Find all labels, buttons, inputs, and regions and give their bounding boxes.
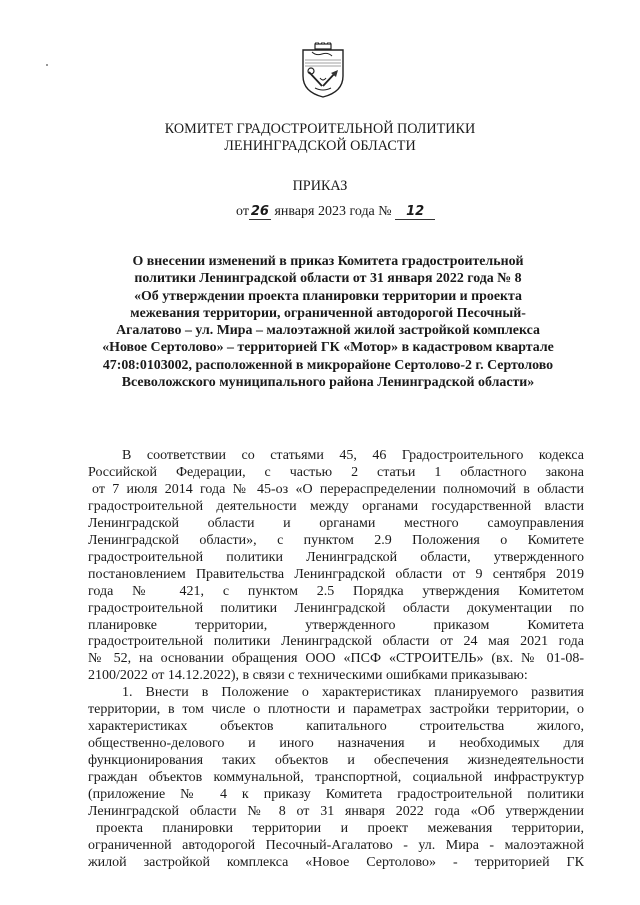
body-line: В соответствии со статьями 45, 46 Градостроительного кодекса xyxy=(122,448,584,463)
body-line: постановлением Правительства Ленинградской области от 9 сентября 2019 xyxy=(88,566,584,582)
title-line: «Новое Сертолово» – территорией ГК «Мотор» в кадастровом квартале xyxy=(102,340,554,356)
body-line: градостроительной политики Ленинградской области документации по xyxy=(88,600,584,616)
document-title xyxy=(80,253,576,391)
body-line: Ленинградской области», с пунктом 2.9 Положения о Комитете xyxy=(88,532,584,548)
date-line xyxy=(236,204,435,220)
date-prefix: от xyxy=(236,204,249,219)
body-line: Российской Федерации, с частью 2 статьи 1 областного закона xyxy=(88,464,584,480)
coat-of-arms-icon xyxy=(300,42,346,98)
body-line: Ленинградской области № 8 от 31 января 2022 года «Об утверждении xyxy=(88,804,584,820)
title-line: политики Ленинградской области от 31 января 2022 года № 8 xyxy=(134,271,522,287)
org-name-line-2: ЛЕНИНГРАДСКОЙ ОБЛАСТИ xyxy=(224,138,416,154)
title-line: «Об утверждении проекта планировки территории и проекта xyxy=(134,288,522,304)
body-line: общественно-делового и иного назначения и необходимых для xyxy=(88,736,584,752)
title-line: О внесении изменений в приказ Комитета градостроительной xyxy=(132,254,524,269)
body-line: планировке территории, утвержденного приказом Комитета xyxy=(88,617,584,633)
body-line: жилой застройкой комплекса «Новое Сертолово» - территорией ГК xyxy=(88,854,584,870)
title-line: Всеволожского муниципального района Ленинградской области» xyxy=(121,375,535,391)
body-line: года № 421, с пунктом 2.5 Порядка утверждения Комитетом xyxy=(88,583,584,599)
body-line: градостроительной деятельности между органами государственной власти xyxy=(88,498,584,514)
body-line: градостроительной политики Ленинградской области от 24 мая 2021 года xyxy=(88,634,584,650)
handwritten-number: 12 xyxy=(395,205,435,220)
body-line: функционирования таких объектов и обеспечения жизнедеятельности xyxy=(88,753,584,769)
title-line: Агалатово – ул. Мира – малоэтажной жилой застройкой комплекса xyxy=(116,323,540,339)
body-line: 2100/2022 от 14.12.2022), в связи с техническими ошибками приказываю: xyxy=(88,668,528,684)
document-type: ПРИКАЗ xyxy=(292,178,348,194)
body-line: 1. Внести в Положение о характеристиках планируемого развития xyxy=(122,685,584,701)
body-line: № 52, на основании обращения ООО «ПСФ «СТРОИТЕЛЬ» (вх. № 01-08- xyxy=(88,651,584,667)
handwritten-day: 26 xyxy=(250,204,269,219)
body-line: Ленинградской области и органами местного самоуправления xyxy=(88,515,584,531)
org-name-line-1: КОМИТЕТ ГРАДОСТРОИТЕЛЬНОЙ ПОЛИТИКИ xyxy=(164,121,476,137)
body-line: (приложение № 4 к приказу Комитета градостроительной политики xyxy=(88,787,584,803)
body-line: ограниченной автодорогой Песочный-Агалатово - ул. Мира - малоэтажной xyxy=(88,837,584,853)
body-line: граждан объектов коммунальной, транспортной, социальной инфраструктур xyxy=(88,770,584,786)
body-line: проекта планировки территории и проект межевания территории, xyxy=(96,820,584,836)
title-line: 47:08:0103002, расположенной в микрорайоне Сертолово-2 г. Сертолово xyxy=(102,357,554,373)
body-line: территории, в том числе о плотности и параметрах застройки территории, о xyxy=(88,702,584,718)
title-line: межевания территории, ограниченной автодорогой Песочный- xyxy=(130,305,526,321)
body-line: характеристиках объектов капитального строительства жилого, xyxy=(88,719,584,735)
date-rest: января 2023 года № xyxy=(274,204,392,219)
document-body xyxy=(88,448,584,872)
body-line: от 7 июля 2014 года № 45-оз «О перераспределении полномочий в области xyxy=(92,481,584,497)
body-line: градостроительной политики Ленинградской области, утвержденного xyxy=(88,549,584,565)
